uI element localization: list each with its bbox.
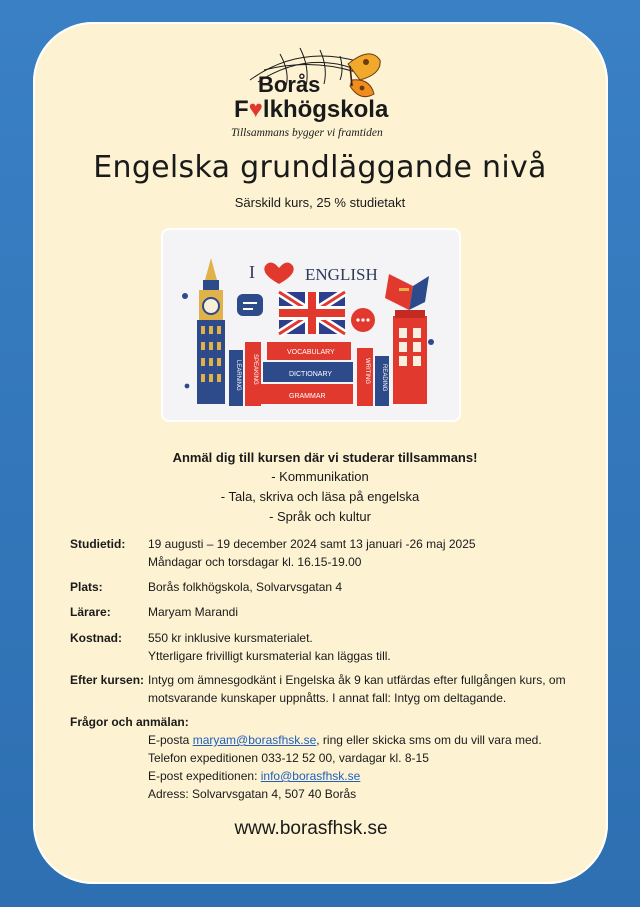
contact-phone: Telefon expeditionen 033-12 52 00, vardagar kl. 8-15 [148, 751, 429, 765]
plats-label: Plats: [70, 580, 103, 594]
kostnad-value [148, 629, 391, 665]
contact-address: Adress: Solvarvsgatan 4, 507 40 Borås [148, 787, 357, 801]
heart-icon [264, 262, 293, 284]
page-title: Engelska grundläggande nivå [93, 150, 547, 185]
heart-icon: ♥ [248, 96, 263, 123]
i-text: I [249, 262, 255, 282]
book-stack-icon [229, 342, 389, 406]
exp-email-link[interactable]: info@borasfhsk.se [260, 769, 361, 783]
intro-item: - Tala, skriva och läsa på engelska [220, 489, 420, 504]
hero-illustration [163, 230, 459, 420]
book-label: WRITING [364, 358, 370, 384]
efter-label: Efter kursen: [70, 673, 145, 687]
intro-heading: Anmäl dig till kursen där vi studerar tillsammans! [172, 450, 478, 465]
intro-item: - Språk och kultur [269, 509, 371, 524]
contact-email-prefix: E-posta [148, 733, 193, 747]
book-label: VOCABULARY [287, 349, 335, 356]
chat-bubble-icon [351, 308, 375, 332]
studietid-label: Studietid: [70, 537, 126, 551]
book-label: LEARNING [235, 360, 241, 391]
contact-label: Frågor och anmälan: [70, 715, 189, 729]
efter-line: motsvarande kunskaper uppnåtts. I annat fall: Intyg om deltagande. [148, 691, 507, 705]
book-label: DICTIONARY [289, 371, 333, 378]
logo-name-suffix: lkhögskola [262, 96, 389, 123]
butterfly-icon [348, 54, 380, 97]
logo-tagline: Tillsammans bygger vi framtiden [231, 127, 383, 139]
larare-value: Maryam Marandi [148, 605, 239, 619]
larare-label: Lärare: [70, 605, 111, 619]
page-subtitle: Särskild kurs, 25 % studietakt [234, 195, 406, 210]
studietid-line: Måndagar och torsdagar kl. 16.15-19.00 [148, 555, 362, 569]
uk-flag-icon [279, 292, 345, 334]
studietid-line: 19 augusti – 19 december 2024 samt 13 januari -26 maj 2025 [148, 537, 476, 551]
english-text: ENGLISH [305, 265, 378, 284]
logo-name-line2 [234, 96, 388, 124]
website-link[interactable]: www.borasfhsk.se [234, 818, 388, 839]
email-link[interactable]: maryam@borasfhsk.se [192, 733, 317, 747]
plats-value: Borås folkhögskola, Solvarvsgatan 4 [148, 580, 343, 594]
efter-value [148, 671, 566, 707]
open-book-icon [385, 274, 429, 310]
book-label: SPEAKING [252, 354, 258, 385]
logo-name-line1: Borås [258, 72, 321, 97]
kostnad-line: Ytterligare frivilligt kursmaterial kan läggas till. [148, 649, 391, 663]
contact-exp-email-line [148, 767, 542, 785]
intro-item: - Kommunikation [271, 469, 369, 484]
contact-block [148, 731, 542, 803]
contact-email-suffix: , ring eller skicka sms om du vill vara med. [316, 733, 542, 747]
english-illustration [163, 230, 459, 420]
studietid-value [148, 535, 476, 571]
contact-email-line [148, 731, 542, 749]
kostnad-label: Kostnad: [70, 631, 122, 645]
exp-email-prefix: E-post expeditionen: [148, 769, 261, 783]
logo-name-prefix: F [234, 96, 249, 123]
phone-booth-icon [393, 310, 427, 404]
kostnad-line: 550 kr inklusive kursmaterialet. [148, 631, 313, 645]
book-label: GRAMMAR [289, 393, 326, 400]
efter-line: Intyg om ämnesgodkänt i Engelska åk 9 kan utfärdas efter fullgången kurs, om [148, 673, 566, 687]
big-ben-icon [197, 258, 225, 404]
book-label: READING [381, 364, 387, 392]
speech-bubble-icon [237, 294, 263, 316]
